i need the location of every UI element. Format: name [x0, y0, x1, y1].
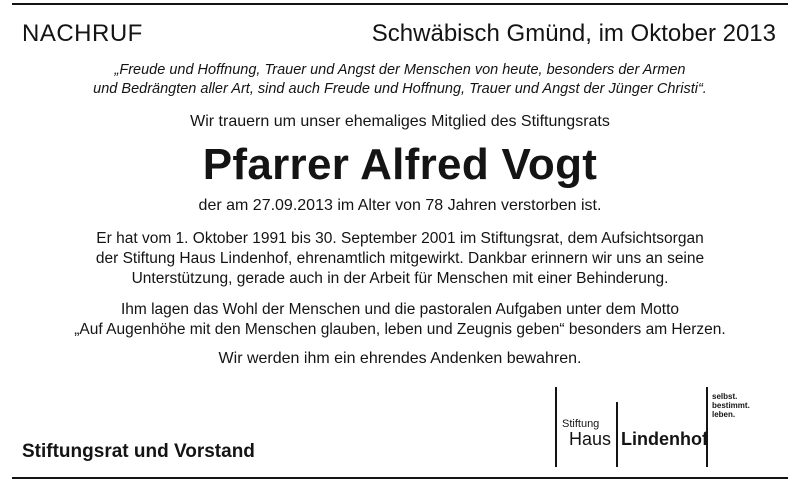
- signature: Stiftungsrat und Vorstand: [22, 441, 255, 462]
- slogan-line: selbst.: [712, 392, 738, 401]
- place-date: Schwäbisch Gmünd, im Oktober 2013: [371, 20, 776, 47]
- slogan-line: leben.: [712, 410, 736, 419]
- notice-label: NACHRUF: [22, 20, 143, 47]
- logo-word-stiftung: Stiftung: [562, 418, 600, 430]
- intro-text: Wir trauern um unser ehemaliges Mitglied des Stiftungsrats: [190, 113, 610, 130]
- paragraph-line: Er hat vom 1. Oktober 1991 bis 30. September 2001 im Stiftungsrat, dem Aufsichtsorgan: [96, 230, 704, 247]
- deceased-name: Pfarrer Alfred Vogt: [202, 140, 598, 189]
- quote-line: und Bedrängten aller Art, sind auch Freude und Hoffnung, Trauer und Angst der Jünger Christi“.: [93, 81, 707, 97]
- logo-divider: [555, 387, 557, 467]
- paragraph-line: „Auf Augenhöhe mit den Menschen glauben, leben und Zeugnis geben“ besonders am Herzen.: [74, 321, 726, 338]
- quote-line: „Freude und Hoffnung, Trauer und Angst der Menschen von heute, besonders der Armen: [114, 62, 686, 78]
- paragraph-line: der Stiftung Haus Lindenhof, ehrenamtlich mitgewirkt. Dankbar erinnern wir uns an seine: [95, 250, 705, 267]
- slogan-line: bestimmt.: [712, 401, 750, 410]
- top-rule: [12, 3, 788, 5]
- bottom-rule: [12, 477, 788, 479]
- closing-text: Wir werden ihm ein ehrendes Andenken bewahren.: [218, 350, 582, 367]
- logo-word-lindenhof: Lindenhof: [621, 429, 708, 449]
- logo-slogan: [712, 392, 750, 419]
- service-paragraph: [10, 229, 790, 289]
- stiftung-haus-lindenhof-logo: [555, 387, 765, 467]
- motto-paragraph: [10, 300, 790, 340]
- logo-word-haus: Haus: [569, 429, 612, 449]
- paragraph-line: Ihm lagen das Wohl der Menschen und die pastoralen Aufgaben unter dem Motto: [120, 301, 680, 318]
- header: [22, 20, 776, 54]
- logo-divider: [616, 402, 618, 467]
- logo-divider: [706, 387, 708, 467]
- paragraph-line: Unterstützung, gerade auch in der Arbeit für Menschen mit einer Behinderung.: [131, 270, 669, 287]
- death-info: der am 27.09.2013 im Alter von 78 Jahren verstorben ist.: [198, 197, 602, 214]
- quote: [20, 61, 780, 99]
